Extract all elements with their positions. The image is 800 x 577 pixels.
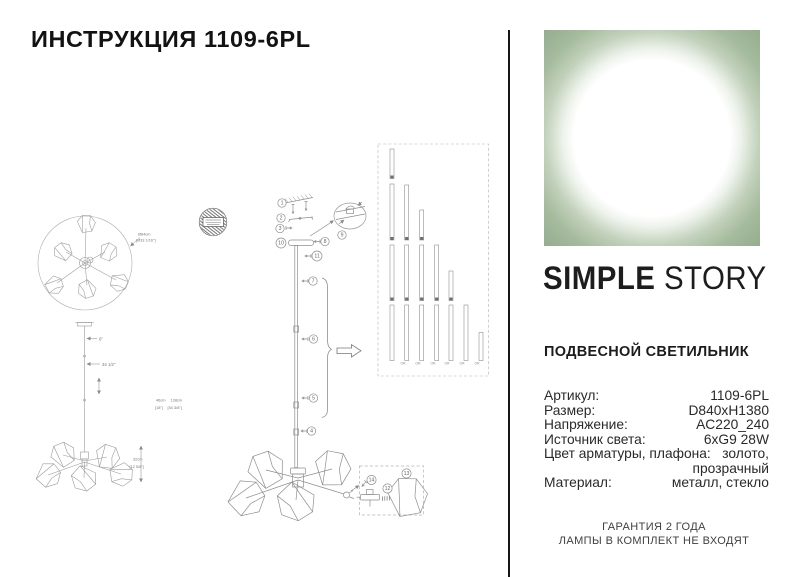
svg-text:13: 13: [403, 471, 410, 478]
dim-label-body-cm: 32cm: [133, 456, 143, 462]
part-callout: [309, 335, 317, 343]
part-callout: [402, 469, 411, 478]
spec-list: [544, 389, 769, 491]
spec-value: AC220_240: [696, 417, 769, 432]
top-view-figure: [38, 214, 132, 310]
svg-text:11: 11: [314, 253, 320, 260]
rod-options-box: [378, 144, 489, 376]
svg-text:12: 12: [384, 486, 391, 493]
spec-label: Артикул:: [544, 388, 600, 403]
spec-value: прозрачный: [692, 460, 769, 476]
brand-name: [543, 260, 767, 297]
spec-value: золото,: [722, 446, 769, 461]
spec-label: Цвет арматуры, плафона:: [544, 446, 711, 461]
exploded-view-figure: [222, 194, 366, 527]
or-label: OR: [400, 361, 406, 366]
or-label: OR: [474, 361, 480, 366]
shade-detail-box: [357, 466, 430, 520]
diameter-dimension: [131, 232, 156, 247]
length-options-brace: [322, 278, 361, 418]
side-view-figure: [31, 323, 182, 496]
spec-row-light-source: [544, 433, 769, 448]
part-callout: [367, 475, 376, 484]
part-callout: [312, 251, 322, 261]
svg-text:3: 3: [278, 226, 282, 233]
spec-row-article: [544, 389, 769, 404]
svg-text:5: 5: [312, 395, 315, 402]
spec-value: 1109-6PL: [710, 388, 769, 403]
dim-label-diameter-in: [Ø33 1/16"]: [136, 237, 156, 243]
svg-text:7: 7: [311, 278, 315, 285]
dim-label-drop-mid: 34 1/2": [102, 362, 116, 367]
product-type: ПОДВЕСНОЙ СВЕТИЛЬНИК: [544, 344, 749, 360]
warranty-note: ГАРАНТИЯ 2 ГОДА: [602, 521, 706, 533]
spec-label: Материал:: [544, 475, 612, 490]
or-label: OR: [459, 361, 465, 366]
spec-label: Размер:: [544, 402, 596, 418]
spec-row-material: [544, 476, 769, 491]
svg-text:9: 9: [340, 232, 344, 239]
svg-text:6: 6: [312, 336, 315, 343]
or-label: OR: [430, 361, 436, 366]
page-title: ИНСТРУКЦИЯ 1109-6PL: [31, 26, 311, 52]
dim-label-height-min-in: [18"]: [155, 405, 163, 410]
spec-row-color-wrap: [544, 462, 769, 477]
part-callout: [278, 199, 286, 207]
dim-label-height-min-cm: 46cm: [156, 397, 166, 403]
part-callout: [309, 394, 317, 402]
brand-name-second: STORY: [663, 260, 767, 296]
dim-label-body-in: [12 5/8"]: [129, 464, 144, 469]
part-callout: [307, 427, 315, 435]
or-label: OR: [415, 361, 421, 366]
right-block-arrow: [337, 345, 361, 357]
footer-notes: [508, 521, 800, 548]
spec-value: металл, стекло: [671, 475, 769, 490]
svg-text:8: 8: [323, 239, 327, 246]
spec-row-size: [544, 404, 769, 419]
part-callout: [276, 238, 286, 248]
svg-text:14: 14: [368, 477, 375, 484]
dim-label-drop-top: 6": [99, 336, 103, 342]
spec-value: D840xH1380: [688, 402, 769, 418]
vertical-divider: [508, 30, 510, 577]
part-callout: [338, 231, 346, 239]
spec-label: Источник света:: [544, 431, 646, 447]
part-callout: [277, 214, 285, 222]
part-callout: [321, 237, 329, 245]
spec-value: 6xG9 28W: [703, 431, 769, 447]
part-callout: [309, 277, 317, 285]
spec-label: Напряжение:: [544, 417, 628, 432]
dim-label-height-max-in: [54 3/8"]: [167, 405, 182, 410]
brand-logo: [544, 30, 760, 246]
label-stamp-detail: [193, 202, 234, 241]
part-callout: [276, 224, 284, 232]
detail-bubble: [334, 202, 366, 229]
brand-name-first: SIMPLE: [543, 260, 656, 296]
dim-label-height-max-cm: 138cm: [170, 397, 183, 403]
part-callouts: [276, 199, 411, 493]
svg-text:2: 2: [279, 215, 283, 222]
dim-label-diameter-cm: Ø84cm: [138, 231, 151, 237]
svg-text:1: 1: [280, 200, 284, 207]
spec-row-color: [544, 447, 769, 462]
svg-text:10: 10: [278, 240, 284, 247]
spec-row-voltage: [544, 418, 769, 433]
part-callout: [383, 484, 392, 493]
lamps-note: ЛАМПЫ В КОМПЛЕКТ НЕ ВХОДЯТ: [558, 534, 750, 547]
or-label: OR: [444, 361, 450, 366]
svg-text:4: 4: [310, 428, 313, 435]
